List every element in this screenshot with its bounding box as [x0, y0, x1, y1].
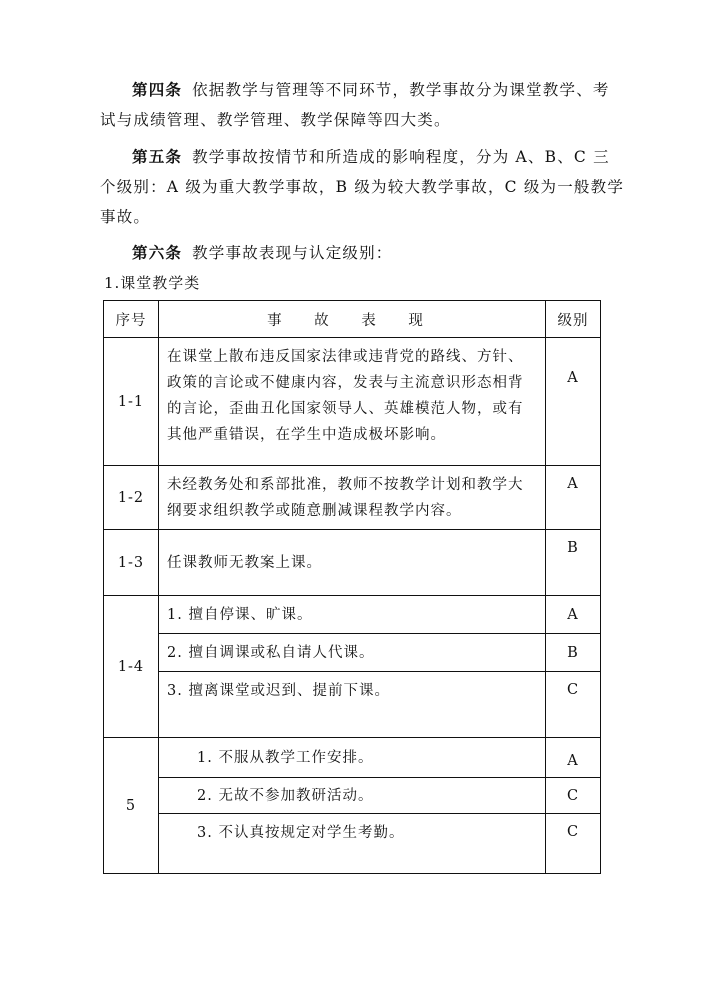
article-4-heading: 第四条 [132, 80, 183, 99]
accident-table [103, 300, 601, 874]
article-6-text: 教学事故表现与认定级别： [192, 244, 393, 262]
row-desc: 3. 不认真按规定对学生考勤。 [159, 814, 546, 874]
row-level: A [546, 596, 601, 634]
row-level: A [546, 466, 601, 530]
table-row [104, 778, 601, 814]
article-5-text: 教学事故按情节和所造成的影响程度，分为 A、B、C 三个级别：A 级为重大教学事故，B 级为较大教学事故，C 级为一般教学事故。 [100, 148, 625, 226]
row-desc: 1. 擅自停课、旷课。 [159, 596, 546, 634]
row-level: C [546, 672, 601, 738]
table-row [104, 338, 601, 466]
article-4 [100, 75, 625, 135]
header-desc: 事 故 表 现 [159, 301, 546, 338]
row-desc: 未经教务处和系部批准，教师不按教学计划和教学大纲要求组织教学或随意删减课程教学内容。 [159, 466, 546, 530]
row-seq: 1-3 [104, 530, 159, 596]
row-desc: 3. 擅离课堂或迟到、提前下课。 [159, 672, 546, 738]
row-desc: 任课教师无教案上课。 [159, 530, 546, 596]
row-seq: 1-4 [104, 596, 159, 738]
row-seq: 1-1 [104, 338, 159, 466]
table-row [104, 466, 601, 530]
article-6 [100, 238, 625, 268]
article-6-heading: 第六条 [132, 243, 183, 262]
row-seq: 5 [104, 738, 159, 874]
header-seq: 序号 [104, 301, 159, 338]
row-level: B [546, 634, 601, 672]
article-5 [100, 142, 625, 232]
table-row [104, 596, 601, 634]
table-row [104, 814, 601, 874]
row-desc: 2. 无故不参加教研活动。 [159, 778, 546, 814]
row-desc: 在课堂上散布违反国家法律或违背党的路线、方针、政策的言论或不健康内容，发表与主流意识形态相背的言论，歪曲丑化国家领导人、英雄模范人物，或有其他严重错误，在学生中造成极坏影响。 [159, 338, 546, 466]
row-level: B [546, 530, 601, 596]
row-level: A [546, 338, 601, 466]
section-title: 1.课堂教学类 [104, 274, 201, 292]
row-level: C [546, 814, 601, 874]
table-row [104, 738, 601, 778]
header-level: 级别 [546, 301, 601, 338]
article-4-text: 依据教学与管理等不同环节，教学事故分为课堂教学、考试与成绩管理、教学管理、教学保障等四大类。 [100, 81, 610, 129]
row-desc: 1. 不服从教学工作安排。 [159, 738, 546, 778]
row-level: C [546, 778, 601, 814]
article-5-heading: 第五条 [132, 147, 183, 166]
table-row [104, 672, 601, 738]
table-header-row [104, 301, 601, 338]
row-seq: 1-2 [104, 466, 159, 530]
row-desc: 2. 擅自调课或私自请人代课。 [159, 634, 546, 672]
table-row [104, 530, 601, 596]
row-level: A [546, 738, 601, 778]
table-row [104, 634, 601, 672]
